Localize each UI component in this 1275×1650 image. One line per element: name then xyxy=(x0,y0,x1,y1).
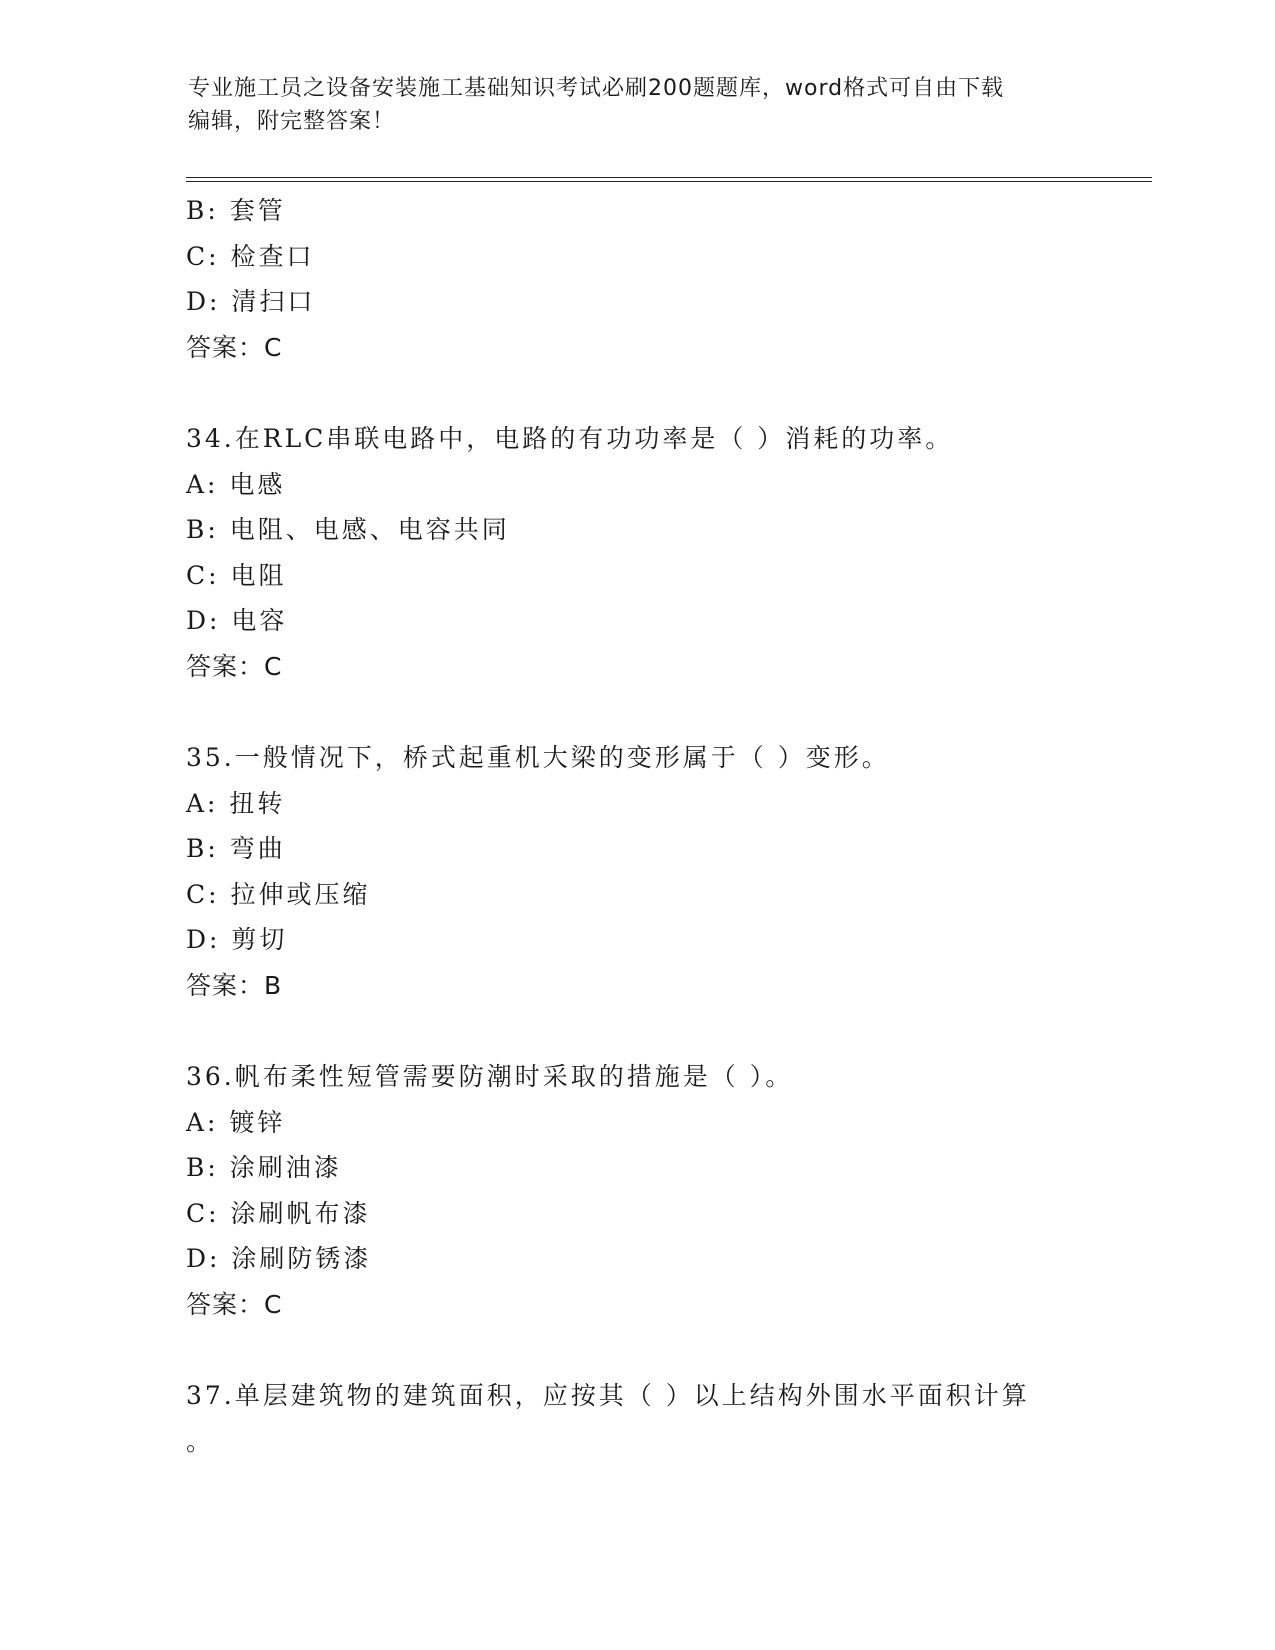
option-a: A: 电感 xyxy=(186,469,286,499)
question-36 xyxy=(186,1054,1086,1327)
spacer xyxy=(186,689,1086,735)
question-fragment xyxy=(186,188,1086,370)
option-c: C: 检查口 xyxy=(186,241,315,271)
answer-label: 答案：C xyxy=(186,332,283,362)
option-d: D: 电容 xyxy=(186,606,288,635)
header-title-line-2: 编辑，附完整答案！ xyxy=(188,109,396,134)
option-b: B: 套管 xyxy=(186,196,286,225)
option-c: C: 电阻 xyxy=(186,560,287,590)
question-34 xyxy=(186,416,1086,689)
spacer xyxy=(186,370,1086,416)
question-37 xyxy=(186,1373,1086,1464)
option-c: C: 拉伸或压缩 xyxy=(186,879,371,909)
question-text-continued: 。 xyxy=(186,1426,215,1456)
document-header xyxy=(188,72,1068,138)
answer-label: 答案：C xyxy=(186,651,283,681)
question-text: 36.帆布柔性短管需要防潮时采取的措施是（ ）。 xyxy=(186,1062,794,1091)
option-d: D: 剪切 xyxy=(186,925,288,954)
option-d: D: 涂刷防锈漆 xyxy=(186,1244,372,1273)
header-divider-bottom xyxy=(186,181,1152,182)
header-title-line-1: 专业施工员之设备安装施工基础知识考试必刷200题题库，word格式可自由下载 xyxy=(188,76,1005,101)
option-a: A: 镀锌 xyxy=(186,1107,286,1137)
question-35 xyxy=(186,735,1086,1008)
answer-label: 答案：B xyxy=(186,970,283,1000)
spacer xyxy=(186,1008,1086,1054)
option-b: B: 涂刷油漆 xyxy=(186,1153,342,1182)
question-text: 37.单层建筑物的建筑面积，应按其（ ）以上结构外围水平面积计算 xyxy=(186,1381,1030,1410)
option-b: B: 电阻、电感、电容共同 xyxy=(186,515,510,544)
header-divider-top xyxy=(186,177,1152,178)
option-a: A: 扭转 xyxy=(186,788,286,818)
question-text: 34.在RLC串联电路中，电路的有功功率是（ ）消耗的功率。 xyxy=(186,424,954,453)
answer-label: 答案：C xyxy=(186,1289,283,1319)
question-list xyxy=(186,188,1086,1464)
question-text: 35.一般情况下，桥式起重机大梁的变形属于（ ）变形。 xyxy=(186,743,890,772)
option-b: B: 弯曲 xyxy=(186,834,286,863)
option-d: D: 清扫口 xyxy=(186,287,316,316)
spacer xyxy=(186,1327,1086,1373)
option-c: C: 涂刷帆布漆 xyxy=(186,1198,371,1228)
